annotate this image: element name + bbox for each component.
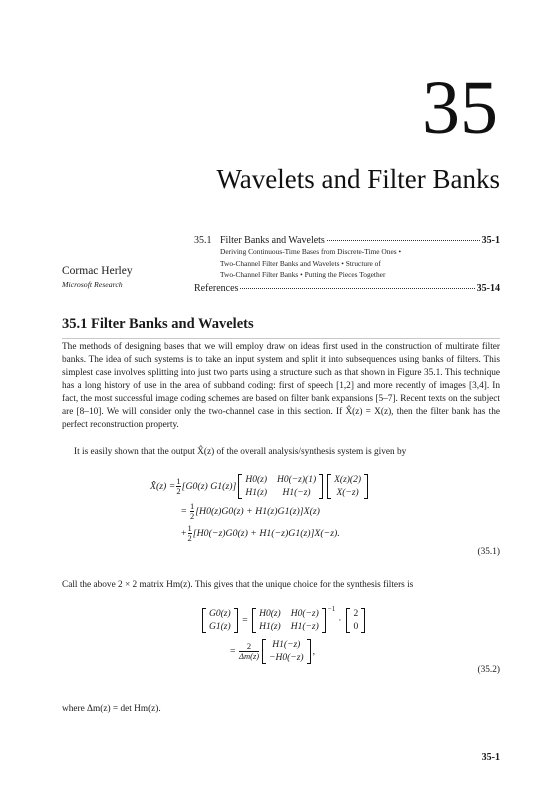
equation-line — [230, 639, 367, 664]
matrix-cell: H0(−z)(1) — [276, 475, 317, 485]
vector-cell: X(−z) — [336, 488, 359, 498]
vector-cell: G1(z) — [209, 622, 231, 632]
modulation-matrix — [238, 474, 323, 499]
equation-line — [200, 605, 367, 633]
page-number: 35-1 — [481, 752, 500, 763]
section-heading: 35.1 Filter Banks and Wavelets — [62, 316, 500, 339]
vector-cell: 2 — [353, 609, 359, 619]
fraction-numerator: 1 — [189, 501, 195, 511]
input-vector — [327, 474, 368, 499]
equals-sign: = — [230, 646, 238, 657]
toc-entry-title: Filter Banks and Wavelets — [220, 235, 325, 246]
vector-cell: X(z)(2) — [334, 475, 362, 485]
fraction — [188, 524, 192, 543]
equation-number: (35.2) — [477, 665, 500, 675]
right-bracket — [307, 639, 311, 664]
fraction — [190, 502, 194, 521]
equation-line — [181, 502, 370, 521]
equals-sign: = — [181, 506, 189, 517]
equation-term: [H0(z)G0(z) + H1(z)G1(z)]X(z) — [195, 506, 320, 517]
dot-operator: · — [338, 615, 342, 626]
fraction-numerator: 2 — [246, 641, 252, 651]
matrix-cell: H1(−z) — [282, 488, 311, 498]
toc-subentry: Two-Channel Filter Banks and Wavelets • Structure of — [220, 258, 381, 268]
right-bracket — [361, 608, 365, 633]
comma: , — [312, 646, 316, 657]
fraction-denominator: Δm(z) — [238, 651, 260, 661]
vector-cell: −H0(−z) — [269, 653, 304, 663]
fraction-numerator: 1 — [187, 523, 192, 533]
toc-entry-number: 35.1 — [194, 235, 212, 246]
fraction-denominator: 2 — [176, 486, 181, 496]
toc-subentry: Deriving Continuous-Time Bases from Discrete-Time Ones • — [220, 247, 402, 256]
toc-leader-dots — [327, 240, 480, 241]
matrix-cell: H0(z) — [259, 609, 281, 619]
author-name: Cormac Herley — [62, 265, 133, 277]
matrix-cell: H1(z) — [245, 488, 267, 498]
toc-leader-dots — [240, 288, 474, 289]
matrix-cell: H0(−z) — [290, 609, 319, 619]
toc-entry[interactable] — [194, 235, 500, 246]
matrix-cell: H1(z) — [259, 622, 281, 632]
chapter-number: 35 — [422, 66, 498, 150]
fraction-denominator: 2 — [187, 533, 192, 543]
equation-number: (35.1) — [477, 547, 500, 557]
fraction — [239, 642, 259, 661]
equation-line — [150, 474, 370, 499]
right-bracket — [234, 608, 238, 633]
fraction-numerator: 1 — [176, 476, 181, 486]
matrix-cell: H0(z) — [245, 475, 267, 485]
paragraph: where Δm(z) = det Hm(z). — [62, 704, 161, 714]
synthesis-row-vector: [G0(z) G1(z)] — [181, 481, 237, 492]
toc-subentry: Two-Channel Filter Banks • Putting the Pieces Together — [220, 270, 386, 279]
paragraph: Call the above 2 × 2 matrix Hm(z). This gives that the unique choice for the synthesis filters is — [62, 580, 414, 590]
equation-line — [181, 524, 370, 543]
vector-cell: 0 — [353, 622, 359, 632]
plus-sign: + — [181, 528, 187, 539]
right-bracket — [319, 474, 323, 499]
equals-sign: = — [239, 615, 251, 626]
right-bracket — [322, 608, 326, 633]
modulation-matrix — [252, 608, 326, 633]
result-vector — [262, 639, 310, 664]
fraction-denominator: 2 — [189, 511, 195, 521]
toc-entry-title: References — [194, 282, 239, 294]
equation-35-1 — [150, 474, 370, 543]
toc-entry-page: 35-1 — [481, 235, 500, 246]
chapter-title: Wavelets and Filter Banks — [216, 164, 500, 194]
table-of-contents — [194, 235, 500, 294]
inverse-exponent: −1 — [327, 605, 336, 613]
vector-cell: G0(z) — [209, 609, 231, 619]
fraction — [176, 477, 180, 496]
right-bracket — [364, 474, 368, 499]
vector-cell: H1(−z) — [272, 640, 301, 650]
matrix-cell: H1(−z) — [290, 622, 319, 632]
equation-lhs: X̂(z) = — [150, 481, 176, 492]
constant-vector — [346, 608, 365, 633]
equation-term: [H0(−z)G0(z) + H1(−z)G1(z)]X(−z). — [192, 528, 340, 539]
toc-entry-page: 35-14 — [476, 282, 500, 294]
synthesis-filter-vector — [202, 608, 238, 633]
author-block — [62, 265, 133, 289]
paragraph: The methods of designing bases that we will employ draw on ideas first used in the construction of multirate filter banks. The idea of such systems is to take an input system and split it into subsequences using banks of filters. This simplest case involves splitting into just two parts using a structure such as that shown in Figure 35.1. This technique has a long history of use in the area of subband coding: first of speech [1,2] and more recently of images [3,4]. In fact, the most successful image coding schemes are based on filter bank expansions [5–7]. Recent texts on the subject are [8–10]. We will consider only the two-channel case in this section. If X̂(z) = X(z), then the filter bank has the perfect reconstruction property. — [62, 342, 500, 430]
paragraph: It is easily shown that the output X̂(z) of the overall analysis/synthesis system is given by — [74, 447, 407, 457]
equation-35-2 — [200, 605, 367, 664]
author-affiliation: Microsoft Research — [62, 280, 123, 289]
toc-entry-references[interactable] — [194, 283, 500, 294]
